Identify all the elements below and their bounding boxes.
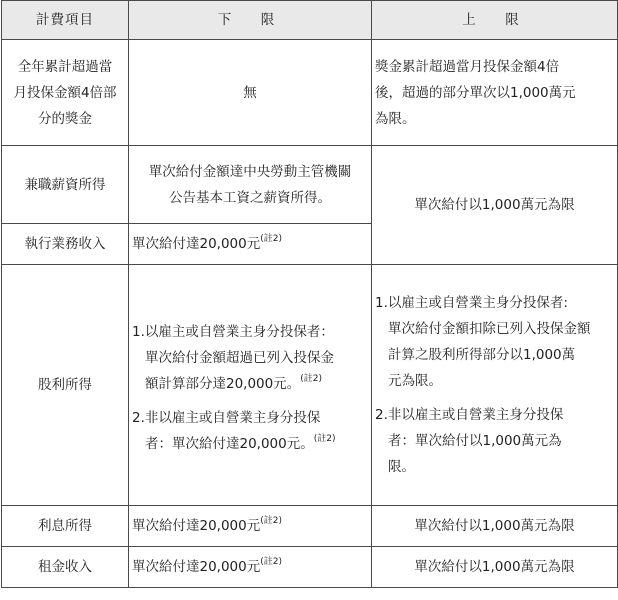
- header-item: 計費項目: [2, 1, 129, 40]
- parttime-item-cell: 兼職薪資所得: [2, 146, 129, 224]
- bonus-item-cell: [2, 40, 129, 146]
- dividend-lower-line: 1.以雇主或自營業主身分投保者：: [132, 324, 334, 340]
- bonus-item-line: 月投保金額4倍部: [13, 84, 117, 101]
- parttime-lower-cell: [129, 146, 372, 224]
- bonus-item-line: 分的獎金: [38, 110, 92, 127]
- bonus-upper-line: 後，超過的部分單次以1,000萬元: [375, 84, 576, 101]
- dividend-upper-line: 元為限。: [388, 373, 442, 389]
- dividend-upper-line: 2.非以雇主或自營業主身分投保: [375, 407, 564, 423]
- rent-item-cell: 租金收入: [2, 547, 129, 588]
- interest-upper-cell: 單次給付以1,000萬元為限: [372, 506, 618, 547]
- dividend-upper-cell: [372, 265, 618, 506]
- dividend-lower-line: 者：單次給付達20,000元。$^{(註2)}$: [145, 434, 336, 452]
- dividend-lower-note-2: (註2): [313, 434, 336, 444]
- table-row-parttime: [2, 146, 618, 224]
- dividend-lower-line: 額計算部分達20,000元。$^{(註2)}$: [145, 374, 322, 392]
- header-lower: 下 限: [129, 1, 372, 40]
- business-item-cell: 執行業務收入: [2, 224, 129, 265]
- rent-upper-cell: 單次給付以1,000萬元為限: [372, 547, 618, 588]
- bonus-item-line: 全年累計超過當: [17, 58, 113, 75]
- dividend-upper-line: 1.以雇主或自營業主身分投保者:: [375, 295, 568, 311]
- dividend-upper-line: 者：單次給付以1,000萬元為: [388, 433, 562, 449]
- dividend-upper-line: 限。: [388, 459, 415, 475]
- rent-note: (註2): [260, 557, 282, 567]
- bonus-upper-line: 獎金累計超過當月投保金額4倍: [375, 58, 560, 75]
- interest-lower-text: 單次給付達20,000元: [132, 518, 261, 534]
- business-lower-text: 單次給付達20,000元: [132, 236, 261, 252]
- interest-note: (註2): [260, 516, 282, 526]
- dividend-lower-clause-2: [132, 405, 368, 457]
- table-row-dividend: [2, 265, 618, 506]
- header-upper: 上 限: [372, 1, 618, 40]
- table-row-interest: [2, 506, 618, 547]
- dividend-upper-clause-2: [375, 402, 614, 480]
- parttime-business-upper-cell: 單次給付以1,000萬元為限: [372, 146, 618, 265]
- parttime-lower-line: 單次給付金額達中央勞動主管機關: [148, 163, 352, 180]
- interest-item-cell: 利息所得: [2, 506, 129, 547]
- table-row-rent: [2, 547, 618, 588]
- business-lower-cell: [129, 224, 372, 265]
- dividend-upper-clause-1: [375, 290, 614, 394]
- rent-lower-text: 單次給付達20,000元: [132, 559, 261, 575]
- bonus-upper-cell: [372, 40, 618, 146]
- table-row-bonus: [2, 40, 618, 146]
- parttime-lower-line: 公告基本工資之薪資所得。: [169, 189, 331, 206]
- dividend-lower-line: 2.非以雇主或自營業主身分投保: [132, 410, 321, 426]
- business-note: (註2): [260, 234, 282, 244]
- dividend-item-cell: 股利所得: [2, 265, 129, 506]
- dividend-lower-clause-1: [132, 319, 368, 397]
- rent-lower-cell: [129, 547, 372, 588]
- fee-table: [1, 0, 618, 588]
- dividend-lower-note-1: (註2): [300, 374, 322, 384]
- dividend-upper-line: 計算之股利所得部分以1,000萬: [388, 347, 576, 363]
- dividend-upper-line: 單次給付金額扣除已列入投保金額: [388, 321, 591, 337]
- dividend-lower-line: 單次給付金額超過已列入投保金: [145, 350, 334, 366]
- dividend-lower-cell: [129, 265, 372, 506]
- header-row: [2, 1, 618, 40]
- bonus-upper-line: 為限。: [375, 110, 416, 127]
- bonus-lower-cell: 無: [129, 40, 372, 146]
- interest-lower-cell: [129, 506, 372, 547]
